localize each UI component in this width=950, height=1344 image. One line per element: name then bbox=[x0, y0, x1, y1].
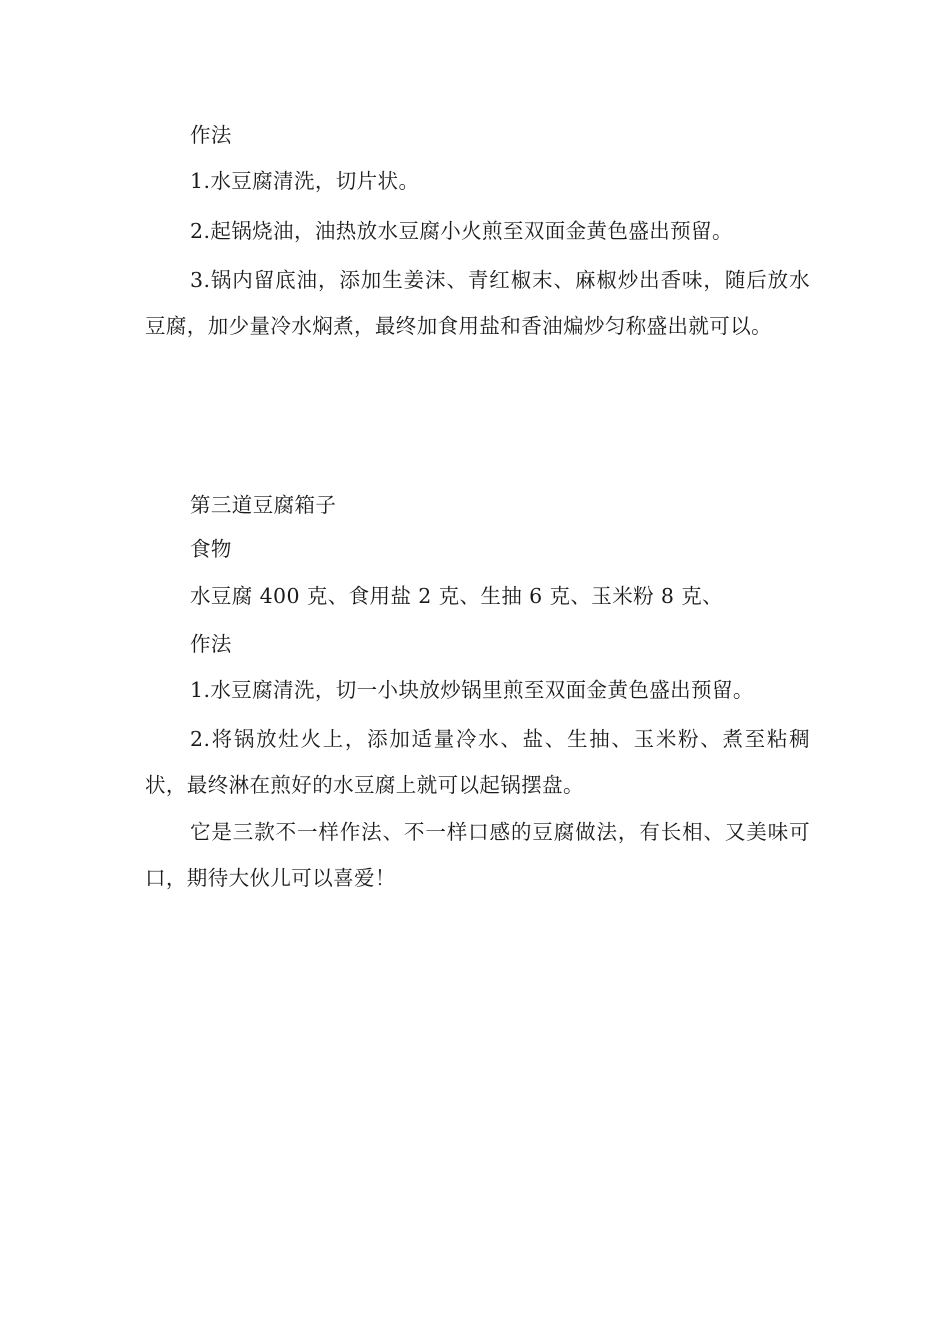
section3-step-2: 2.将锅放灶火上，添加适量冷水、盐、生抽、玉米粉、煮至粘稠状，最终淋在煎好的水豆腐上就可以起锅摆盘。 bbox=[145, 727, 810, 797]
section3-ingredients-heading: 食物 bbox=[190, 537, 232, 561]
section3-ingredients: 水豆腐 400 克、食用盐 2 克、生抽 6 克、玉米粉 8 克、 bbox=[190, 584, 724, 608]
section3-step-1: 1.水豆腐清洗，切一小块放炒锅里煎至双面金黄色盛出预留。 bbox=[190, 678, 754, 702]
section3-title: 第三道豆腐箱子 bbox=[190, 493, 337, 517]
conclusion-paragraph: 它是三款不一样作法、不一样口感的豆腐做法，有长相、又美味可口，期待大伙儿可以喜爱！ bbox=[145, 820, 810, 890]
section3-method-heading: 作法 bbox=[190, 632, 232, 656]
section2-step-3: 3.锅内留底油，添加生姜沫、青红椒末、麻椒炒出香味，随后放水豆腐，加少量冷水焖煮，最终加食用盐和香油煸炒匀称盛出就可以。 bbox=[145, 268, 810, 338]
section2-step-1: 1.水豆腐清洗，切片状。 bbox=[190, 169, 420, 193]
section2-step-2: 2.起锅烧油，油热放水豆腐小火煎至双面金黄色盛出预留。 bbox=[190, 219, 733, 243]
section2-method-heading: 作法 bbox=[190, 123, 232, 147]
